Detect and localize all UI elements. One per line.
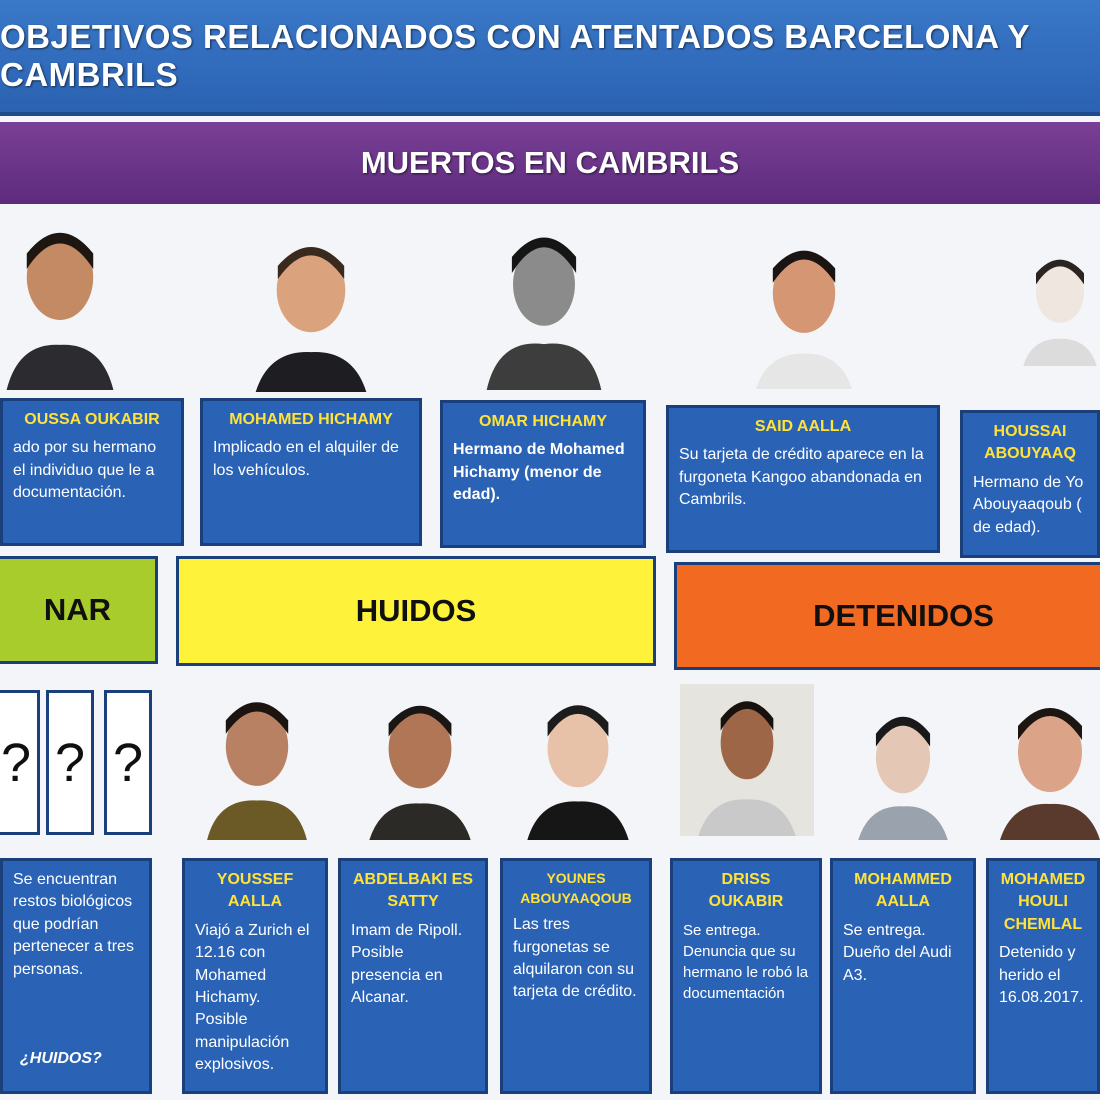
subtitle-banner xyxy=(0,122,1100,204)
muerto-card-2 xyxy=(200,398,422,546)
photo-detenido-2 xyxy=(842,700,964,840)
person-name: HOUSSAI ABOUYAAQ xyxy=(984,423,1076,463)
unknown-description: Se encuentran restos biológicos que podrían pertenecer a tres personas. xyxy=(13,871,134,978)
person-name: MOHAMMED AALLA xyxy=(854,871,952,911)
person-name: OMAR HICHAMY xyxy=(479,413,607,430)
person-description: Imam de Ripoll. Posible presencia en Alcanar. xyxy=(351,921,463,1006)
photo-muerto-1 xyxy=(0,212,120,390)
photo-muerto-5 xyxy=(1020,222,1100,390)
person-description: Se entrega. Dueño del Audi A3. xyxy=(843,921,952,984)
person-photo-icon xyxy=(512,688,644,840)
photo-detenido-1 xyxy=(680,684,814,836)
detenido-card-2 xyxy=(830,858,976,1094)
huido-card-2 xyxy=(338,858,488,1094)
person-description: Las tres furgonetas se alquilaron con su tarjeta de crédito. xyxy=(513,916,637,1001)
person-name: YOUSSEF AALLA xyxy=(216,871,294,911)
person-description: Se entrega. Denuncia que su hermano le robó la documentación xyxy=(683,921,809,1002)
person-photo-icon xyxy=(1020,222,1100,390)
person-description: Implicado en el alquiler de los vehículos. xyxy=(213,439,399,479)
person-description: Detenido y herido el 16.08.2017. xyxy=(999,944,1084,1006)
person-name: MOHAMED HICHAMY xyxy=(229,411,393,428)
person-photo-icon xyxy=(474,218,614,390)
person-photo-icon xyxy=(238,226,384,392)
person-photo-icon xyxy=(186,684,328,840)
photo-huido-1 xyxy=(186,684,328,840)
title-banner xyxy=(0,0,1100,116)
unknown-person-2 xyxy=(46,690,94,835)
person-photo-icon xyxy=(0,212,120,390)
person-name: ABDELBAKI ES SATTY xyxy=(352,871,473,911)
status-alcanar xyxy=(0,556,158,664)
muerto-card-1 xyxy=(0,398,184,546)
huido-card-3 xyxy=(500,858,652,1094)
person-photo-icon xyxy=(842,700,964,840)
question-mark: ? xyxy=(54,732,86,793)
photo-huido-3 xyxy=(512,688,644,840)
photo-detenido-3 xyxy=(1000,690,1100,840)
person-description: Su tarjeta de crédito aparece en la furgoneta Kangoo abandonada en Cambrils. xyxy=(679,446,924,509)
person-description: Hermano de Mohamed Hichamy (menor de edad). xyxy=(453,441,625,504)
status-huidos xyxy=(176,556,656,666)
person-name: OUSSA OUKABIR xyxy=(24,411,160,428)
photo-muerto-4 xyxy=(752,228,856,394)
muerto-card-4 xyxy=(666,405,940,553)
question-mark: ? xyxy=(112,732,144,793)
question-mark: ? xyxy=(0,732,32,793)
person-photo-icon xyxy=(752,228,856,394)
person-description: Viajó a Zurich el 12.16 con Mohamed Hichamy. Posible manipulación explosivos. xyxy=(195,921,310,1074)
unknown-person-3 xyxy=(104,690,152,835)
status-label: DETENIDOS xyxy=(813,598,994,633)
person-photo-icon xyxy=(680,684,814,836)
unknown-person-1 xyxy=(0,690,40,835)
photo-muerto-3 xyxy=(474,218,614,390)
muerto-card-3 xyxy=(440,400,646,548)
status-label: NAR xyxy=(43,592,112,627)
person-description: ado por su hermano el individuo que le a documentación. xyxy=(13,439,157,502)
photo-muerto-2 xyxy=(238,226,384,392)
section-title: MUERTOS EN CAMBRILS xyxy=(360,145,740,180)
muerto-card-5 xyxy=(960,410,1100,558)
person-name: MOHAMED HOULI CHEMLAL xyxy=(1000,871,1086,933)
person-description: Hermano de Yo Abouyaaqoub ( de edad). xyxy=(973,473,1084,536)
person-name: SAID AALLA xyxy=(754,418,852,435)
person-name: YOUNES ABOUYAAQOUB xyxy=(520,870,632,906)
huido-card-1 xyxy=(182,858,328,1094)
page-title: OBJETIVOS RELACIONADOS CON ATENTADOS BARCELONA Y CAMBRILS xyxy=(0,18,1030,93)
person-photo-icon xyxy=(352,688,488,840)
detenido-card-1 xyxy=(670,858,822,1094)
status-label: HUIDOS xyxy=(355,593,477,628)
person-photo-icon xyxy=(1000,690,1100,840)
huidos-question: ¿HUIDOS? xyxy=(20,1050,102,1067)
detenido-card-3 xyxy=(986,858,1100,1094)
person-name: DRISS OUKABIR xyxy=(708,871,784,911)
photo-huido-2 xyxy=(352,688,488,840)
status-detenidos xyxy=(674,562,1100,670)
